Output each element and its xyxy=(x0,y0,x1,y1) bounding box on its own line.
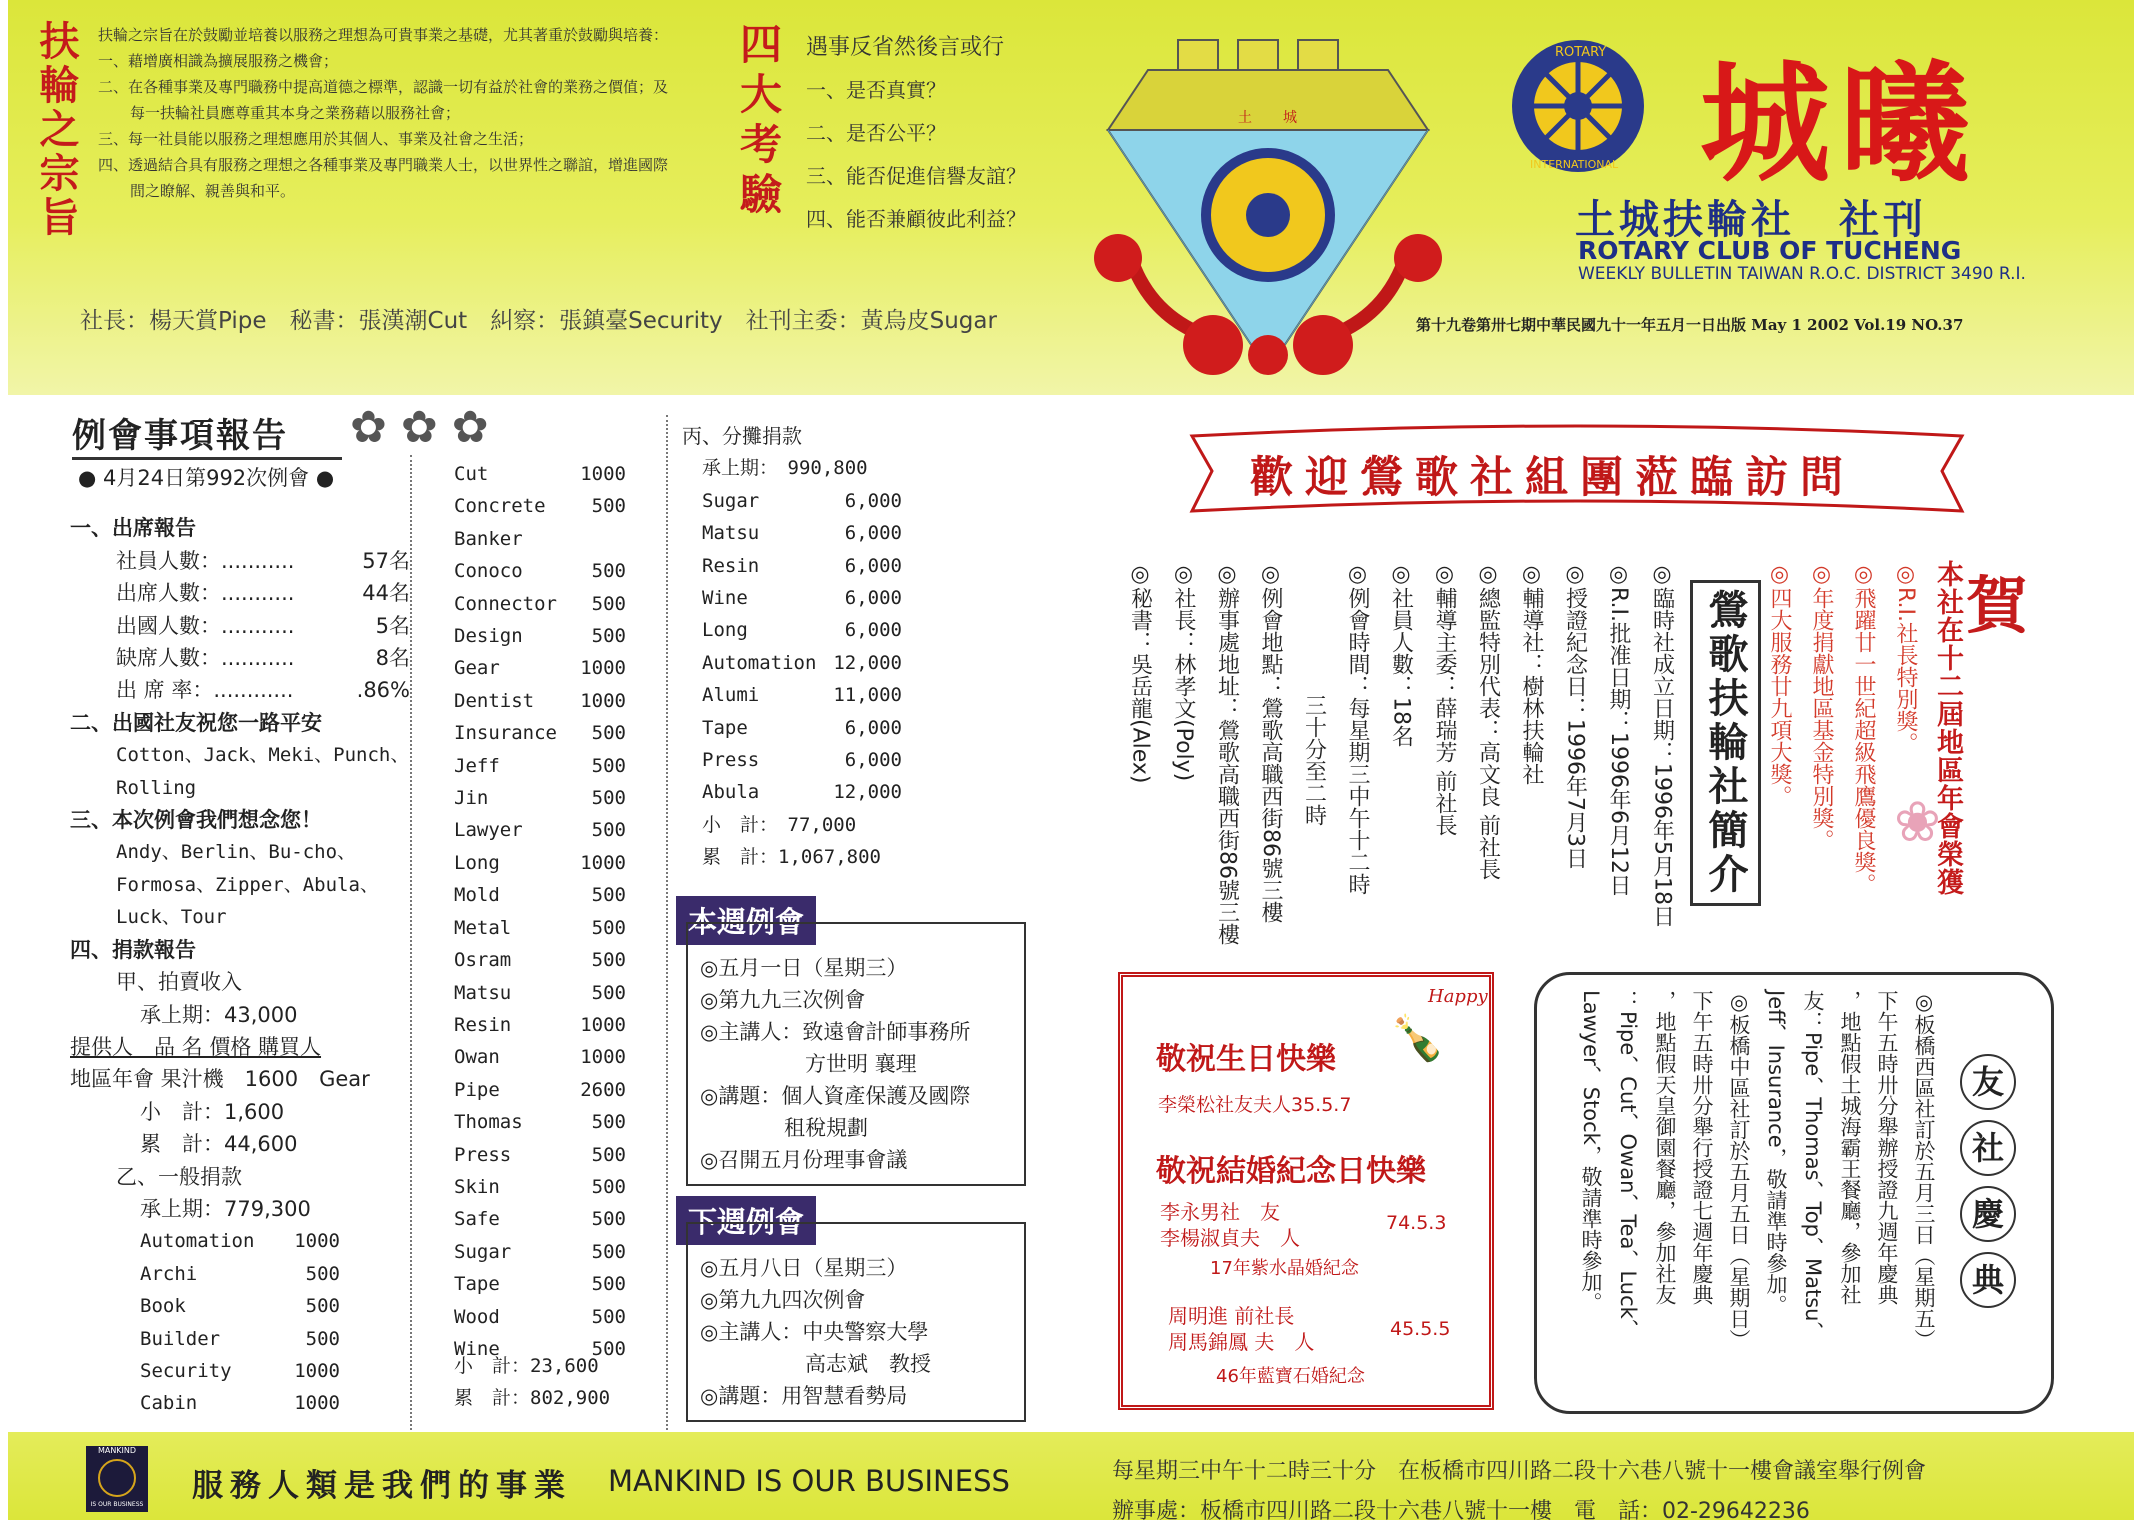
shared-row xyxy=(702,744,902,776)
donor-row xyxy=(454,490,626,555)
donor-value: 500 xyxy=(591,560,626,583)
friend-club-title-char: 社 xyxy=(1960,1120,2016,1176)
meeting-label: ● 4月24日第992次例會 ● xyxy=(78,466,335,490)
donor-name: Builder xyxy=(140,1327,221,1350)
flower-branch-icon: ❀ xyxy=(1894,790,1941,855)
tenet-1: 一、藉增廣相識為擴展服務之機會； xyxy=(98,52,339,70)
wedding-title: 敬祝結婚紀念日快樂 xyxy=(1156,1154,1426,1189)
pyramid-battlement xyxy=(1178,40,1338,70)
donor-name: Thomas xyxy=(454,1111,523,1134)
donor-value: 500 xyxy=(591,884,626,907)
this-week-line: 租稅規劃 xyxy=(700,1116,868,1140)
donor-name: Lawyer xyxy=(454,819,523,842)
donor-name: Concrete Banker xyxy=(454,495,546,550)
shared-name: Tape xyxy=(702,716,748,739)
friend-club-line: Lawyer、Stock，敬請準時參加。 xyxy=(1579,990,1603,1313)
donor-name: Wine xyxy=(454,1337,500,1360)
couple2-date: 45.5.5 xyxy=(1390,1318,1451,1340)
friend-club-line: ：Pipe、Cut、Owan、Tea、Luck、 xyxy=(1616,990,1640,1340)
shared-row xyxy=(702,485,902,517)
issue-line: 第十九卷第卅七期中華民國九十一年五月一日出版 May 1 2002 Vol.19 NO.37 xyxy=(1416,316,1964,334)
donor-value: 1000 xyxy=(580,1046,626,1069)
pyramid-top-prism xyxy=(1108,70,1428,130)
donor-name: Cut xyxy=(454,463,489,485)
donor-row xyxy=(454,1139,626,1171)
donor-value: 500 xyxy=(591,722,626,745)
shared-row xyxy=(702,517,902,549)
donor-value: 1000 xyxy=(294,1230,340,1253)
donor-name: Design xyxy=(454,625,523,648)
friend-club-title-char: 慶 xyxy=(1960,1186,2016,1242)
attendance-row xyxy=(116,577,410,609)
donor-row xyxy=(454,717,626,749)
attendance-name: 社員人數：........... xyxy=(116,548,295,573)
pyramid-ball-4 xyxy=(1293,315,1353,375)
donor-name: Matsu xyxy=(454,981,512,1004)
donor-name: Wood xyxy=(454,1305,500,1328)
auction-subtotal: 小 計：1,600 xyxy=(140,1099,285,1124)
shared-value: 6,000 xyxy=(844,619,902,642)
donor-name: Security xyxy=(140,1359,232,1382)
donor-row xyxy=(454,1268,626,1300)
next-week-line: ◎主講人：中央警察大學 xyxy=(700,1320,929,1344)
attendance-row xyxy=(116,610,410,642)
donor-name: Automation xyxy=(140,1230,255,1253)
donor-row xyxy=(454,912,626,944)
pyramid-ball-5 xyxy=(1248,335,1288,375)
couple1-note: 17年紫水晶婚紀念 xyxy=(1210,1258,1359,1279)
couple2-b: 周馬錦鳳 夫 人 xyxy=(1168,1330,1315,1354)
donor-value: 500 xyxy=(305,1295,340,1318)
donor-row xyxy=(454,652,626,684)
donor-value: 500 xyxy=(591,1175,626,1198)
shared-row xyxy=(702,647,902,679)
donor-row xyxy=(140,1387,340,1419)
award-item: ◎年度捐獻地區基金特別獎。 xyxy=(1809,562,1834,851)
donor-row xyxy=(454,977,626,1009)
tests-intro: 遇事反省然後言或行 xyxy=(806,35,1005,60)
shared-subtotal: 小 計： 77,000 xyxy=(702,813,857,836)
test-2: 二、是否公平？ xyxy=(806,121,946,145)
profile-line: ◎臨時社成立日期：1996年5月18日 xyxy=(1649,562,1675,927)
shared-value: 11,000 xyxy=(833,684,902,707)
profile-line: ◎授證紀念日：1996年7月3日 xyxy=(1562,562,1588,869)
shared-name: Matsu xyxy=(702,522,760,545)
donation-title: 四、捐款報告 xyxy=(70,937,196,962)
donor-name: Book xyxy=(140,1295,186,1318)
general-mid-list xyxy=(454,458,626,1365)
attendance-name: 出 席 率：............ xyxy=(116,678,294,703)
this-week-line: ◎講題：個人資產保護及國際 xyxy=(700,1084,971,1108)
donor-name: Archi xyxy=(140,1262,198,1285)
general-prev: 承上期：779,300 xyxy=(140,1196,311,1221)
shared-name: Automation xyxy=(702,651,817,674)
friend-club-line: ，地點假天皇御園餐廳，參加社友 xyxy=(1653,990,1677,1305)
this-week-line: ◎召開五月份理事會議 xyxy=(700,1148,908,1172)
profile-line: ◎例會時間：每星期三中午十二時 xyxy=(1345,562,1370,895)
shared-value: 6,000 xyxy=(844,587,902,610)
friend-club-title xyxy=(1960,1054,2020,1318)
pyramid-label-right: 城 xyxy=(1283,110,1297,126)
welcome-banner: 歡迎鶯歌社組團蒞臨訪問 xyxy=(1250,453,1855,503)
attendance-name: 出席人數：........... xyxy=(116,581,295,606)
emblem-bottom-text: INTERNATIONAL xyxy=(1530,158,1619,171)
profile-line: ◎社員人數：18名 xyxy=(1388,562,1414,747)
donor-name: Gear xyxy=(454,657,500,680)
donor-row xyxy=(454,588,626,620)
celebration-happy: Happy xyxy=(1428,986,1488,1007)
couple1-date: 74.5.3 xyxy=(1386,1212,1447,1234)
donor-row xyxy=(454,1171,626,1203)
award-list xyxy=(1758,562,1926,942)
test-4: 四、能否兼顧彼此利益？ xyxy=(806,207,1026,231)
donor-value: 1000 xyxy=(580,851,626,874)
report-title: 例會事項報告 xyxy=(72,408,342,460)
column-divider-2 xyxy=(666,415,668,1430)
donor-value: 500 xyxy=(591,1273,626,1296)
shared-block xyxy=(682,420,902,874)
donor-value: 500 xyxy=(591,1111,626,1134)
shared-value: 6,000 xyxy=(844,749,902,772)
tenets-title: 扶輪之宗旨 xyxy=(33,20,80,240)
friend-club-line: ◎板橋西區社訂於五月三日（星期五） xyxy=(1912,990,1936,1350)
donor-row xyxy=(454,1041,626,1073)
donor-row xyxy=(454,1301,626,1333)
slogan-cn: 服務人類是我們的事業 xyxy=(192,1468,572,1504)
shared-name: Long xyxy=(702,619,748,642)
tests-title: 四大考驗 xyxy=(734,22,783,222)
general-title: 乙、一般捐款 xyxy=(116,1164,242,1189)
this-week-title: 本週例會 xyxy=(676,896,816,945)
column-divider-1 xyxy=(410,455,412,1430)
donor-value: 1000 xyxy=(580,657,626,680)
miss-title: 三、本次例會我們想念您！ xyxy=(70,808,322,833)
donor-name: Dentist xyxy=(454,689,535,712)
pyramid-ball-2 xyxy=(1394,234,1442,282)
donor-name: Mold xyxy=(454,884,500,907)
donor-row xyxy=(454,1074,626,1106)
shared-row xyxy=(702,614,902,646)
shared-value: 6,000 xyxy=(844,522,902,545)
award-he: 賀 xyxy=(1966,569,2029,642)
friend-club-line: ◎板橋中區社訂於五月五日（星期日） xyxy=(1727,990,1751,1350)
shared-name: Abula xyxy=(702,781,760,804)
report-col-1 xyxy=(70,462,410,1420)
shared-name: Wine xyxy=(702,587,748,610)
pyramid-logo xyxy=(1088,20,1448,390)
shared-row xyxy=(702,582,902,614)
shared-title: 丙、分攤捐款 xyxy=(682,424,802,448)
donor-row xyxy=(454,685,626,717)
officers-line: 社長：楊天賞Pipe 秘書：張漢潮Cut 糾察：張鎮臺Security 社刊主委：黃烏皮Sugar xyxy=(80,308,997,334)
general-total: 累 計：802,900 xyxy=(454,1387,611,1410)
auction-header: 提供人 品 名 價格 購買人 xyxy=(70,1034,322,1059)
auction-title: 甲、拍賣收入 xyxy=(116,970,242,995)
next-week-title: 下週例會 xyxy=(676,1196,816,1245)
tenet-4: 四、透過結合具有服務之理想之各種事業及專門職業人士，以世界性之聯誼，增進國際間之瞭解、親善與和平。 xyxy=(98,156,669,200)
donor-name: Connector xyxy=(454,592,557,615)
donor-name: Osram xyxy=(454,949,512,972)
this-week-line: ◎五月一日（星期三） xyxy=(700,956,908,980)
shared-row xyxy=(702,776,902,808)
attendance-row xyxy=(116,642,410,674)
profile-line: ◎例會地點：鶯歌高職西街86號三樓 xyxy=(1258,562,1283,923)
friend-club-line: 下午五時卅分舉行授證七週年慶典 xyxy=(1690,990,1714,1305)
friend-club-line: 友：Pipe、Thomas、Top、Matsu、 xyxy=(1801,990,1825,1343)
donor-value: 1000 xyxy=(294,1392,340,1415)
shared-name: Press xyxy=(702,749,760,772)
shared-prev: 承上期： 990,800 xyxy=(702,457,868,480)
test-1: 一、是否真實？ xyxy=(806,78,946,102)
bulletin-line: WEEKLY BULLETIN TAIWAN R.O.C. DISTRICT 3490 R.I. xyxy=(1578,264,2026,284)
attendance-row xyxy=(116,674,410,706)
shared-value: 6,000 xyxy=(844,716,902,739)
abroad-names: Cotton、Jack、Meki、Punch、Rolling xyxy=(116,744,410,799)
donor-name: Conoco xyxy=(454,560,523,583)
donor-name: Owan xyxy=(454,1046,500,1069)
donor-row xyxy=(454,814,626,846)
award-item: ◎飛躍廿一世紀超級飛鷹優良獎。 xyxy=(1851,562,1876,895)
donor-value: 2600 xyxy=(580,1078,626,1101)
shared-value: 12,000 xyxy=(833,781,902,804)
donor-name: Safe xyxy=(454,1208,500,1231)
donor-name: Press xyxy=(454,1143,512,1166)
profile-line: ◎秘書：吳岳龍(Alex) xyxy=(1127,562,1153,784)
footer-logo-bottom: IS OUR BUSINESS xyxy=(90,1501,144,1508)
next-week-line: ◎第九九四次例會 xyxy=(700,1288,866,1312)
next-week-line: ◎講題：用智慧看勢局 xyxy=(700,1384,908,1408)
attendance-value: 44名 xyxy=(362,581,410,606)
friend-club-text xyxy=(1572,990,1942,1390)
attendance-list xyxy=(70,545,410,707)
donor-value: 1000 xyxy=(580,463,626,485)
friend-club-title-char: 友 xyxy=(1960,1054,2016,1110)
champagne-icon: 🍾 xyxy=(1390,1013,1445,1064)
donor-value: 500 xyxy=(591,495,626,518)
donor-row xyxy=(140,1258,340,1290)
attendance-value: .86% xyxy=(356,678,410,703)
donor-name: Insurance xyxy=(454,722,557,745)
shared-value: 6,000 xyxy=(844,554,902,577)
friend-club-line: ，地點假土城海霸王餐廳，參加社 xyxy=(1838,990,1862,1305)
shared-row xyxy=(702,679,902,711)
auction-row: 地區年會 果汁機 1600 Gear xyxy=(70,1067,370,1092)
attendance-value: 5名 xyxy=(375,613,410,638)
donor-row xyxy=(454,1106,626,1138)
friend-club-line: Jeff、Insurance，敬請準時參加。 xyxy=(1764,990,1788,1316)
donor-value: 500 xyxy=(591,1337,626,1360)
couple1-b: 李楊淑貞夫 人 xyxy=(1160,1226,1300,1250)
donor-value: 1000 xyxy=(580,689,626,712)
tenet-3: 三、每一社員能以服務之理想應用於其個人、事業及社會之生活； xyxy=(98,130,534,148)
couple2-a: 周明進 前社長 xyxy=(1168,1304,1295,1328)
attendance-name: 出國人數：........... xyxy=(116,613,295,638)
profile-line: 三十分至二時 xyxy=(1301,562,1327,826)
donor-value: 500 xyxy=(591,625,626,648)
donor-row xyxy=(454,620,626,652)
footer-office-line: 辦事處：板橋市四川路二段十六巷八號十一樓 電 話：02-29642236 xyxy=(1112,1499,1810,1524)
pyramid-label-left: 土 xyxy=(1238,110,1252,126)
pyramid-ball-3 xyxy=(1183,315,1243,375)
profile-line: ◎社長：林孝文(Poly) xyxy=(1171,562,1196,782)
donor-name: Pipe xyxy=(454,1078,500,1101)
donor-row xyxy=(140,1323,340,1355)
profile-line: ◎辦事處地址：鶯歌高職西街86號三樓 xyxy=(1214,562,1240,945)
shared-value: 12,000 xyxy=(833,651,902,674)
attendance-title: 一、出席報告 xyxy=(70,516,196,541)
shared-name: Alumi xyxy=(702,684,760,707)
this-week-line: ◎第九九三次例會 xyxy=(700,988,866,1012)
donor-row xyxy=(454,1236,626,1268)
general-subtotal: 小 計：23,600 xyxy=(454,1355,599,1377)
auction-prev: 承上期：43,000 xyxy=(140,1002,298,1027)
profile-line: ◎輔導社：樹林扶輪社 xyxy=(1519,562,1544,785)
general-left-list xyxy=(70,1225,340,1419)
pyramid-ball-1 xyxy=(1094,234,1142,282)
donor-row xyxy=(454,555,626,587)
birthday-line: 李榮松社友夫人35.5.7 xyxy=(1158,1094,1352,1116)
footer-logo xyxy=(86,1446,148,1512)
tenets-block xyxy=(98,22,678,204)
donor-name: Jin xyxy=(454,787,489,810)
this-week-line: 方世明 襄理 xyxy=(700,1052,917,1076)
donor-name: Resin xyxy=(454,1013,512,1036)
slogan-en: MANKIND IS OUR BUSINESS xyxy=(608,1464,1010,1498)
donor-value: 1000 xyxy=(580,1013,626,1036)
donor-row xyxy=(454,750,626,782)
rotary-emblem xyxy=(1508,36,1648,176)
donor-value: 500 xyxy=(591,1143,626,1166)
donor-name: Cabin xyxy=(140,1392,198,1415)
donor-value: 500 xyxy=(305,1327,340,1350)
donor-row xyxy=(454,1203,626,1235)
couple1-a: 李永男社 友 xyxy=(1160,1200,1280,1224)
club-cn: 土城扶輪社 社刊 xyxy=(1575,197,1927,243)
award-title: 本社在十二屆地區年會榮獲 xyxy=(1932,560,1963,896)
award-item: ◎四大服務廿九項大獎。 xyxy=(1767,562,1792,807)
masthead-title: 城曦 xyxy=(1700,47,1981,200)
globe-icon xyxy=(98,1459,136,1497)
friend-club-title-char: 典 xyxy=(1960,1252,2016,1308)
donor-value: 500 xyxy=(591,949,626,972)
next-week-line: ◎五月八日（星期三） xyxy=(700,1256,908,1280)
donor-row xyxy=(454,847,626,879)
donor-name: Metal xyxy=(454,916,512,939)
donor-name: Tape xyxy=(454,1273,500,1296)
shared-row xyxy=(702,712,902,744)
donor-value: 500 xyxy=(591,916,626,939)
donor-value: 500 xyxy=(591,754,626,777)
donor-row xyxy=(454,944,626,976)
shared-value: 6,000 xyxy=(844,489,902,512)
donor-name: Long xyxy=(454,851,500,874)
abroad-title: 二、出國社友祝您一路平安 xyxy=(70,710,322,735)
club-en: ROTARY CLUB OF TUCHENG xyxy=(1578,236,1962,265)
general-totals xyxy=(454,1350,610,1415)
donor-value: 500 xyxy=(591,819,626,842)
donor-value: 500 xyxy=(591,592,626,615)
auction-total: 累 計：44,600 xyxy=(140,1132,298,1157)
profile-line: ◎總監特別代表：高文良 前社長 xyxy=(1475,562,1501,880)
shared-row xyxy=(702,550,902,582)
award-item: ◎R.I.社長特別獎。 xyxy=(1893,562,1918,754)
donor-value: 500 xyxy=(591,1305,626,1328)
donor-row xyxy=(140,1290,340,1322)
next-week-box xyxy=(686,1222,1026,1422)
tenets-intro: 扶輪之宗旨在於鼓勵並培養以服務之理想為可貴事業之基礎，尤其著重於鼓勵與培養： xyxy=(98,26,669,44)
attendance-name: 缺席人數：........... xyxy=(116,646,295,671)
footer-meeting-line: 每星期三中午十二時三十分 在板橋市四川路二段十六巷八號十一樓會議室舉行例會 xyxy=(1112,1459,1927,1484)
couple2-note: 46年藍寶石婚紀念 xyxy=(1216,1366,1365,1387)
this-week-line: ◎主講人：致遠會計師事務所 xyxy=(700,1020,971,1044)
donor-value: 500 xyxy=(591,981,626,1004)
shared-list xyxy=(682,485,902,809)
donor-value: 500 xyxy=(591,1240,626,1263)
donor-value: 1000 xyxy=(294,1359,340,1382)
this-week-box xyxy=(686,922,1026,1186)
donor-value: 500 xyxy=(591,1208,626,1231)
attendance-value: 8名 xyxy=(375,646,410,671)
donor-row xyxy=(140,1225,340,1257)
shared-name: Sugar xyxy=(702,489,760,512)
flower-decorations: ✿ ✿ ✿ xyxy=(350,402,489,453)
donor-row xyxy=(140,1355,340,1387)
tests-block xyxy=(806,26,1066,241)
shared-total: 累 計：1,067,800 xyxy=(702,846,881,869)
donor-row xyxy=(454,879,626,911)
shared-name: Resin xyxy=(702,554,760,577)
miss-names: Andy、Berlin、Bu-cho、Formosa、Zipper、Abula、Luck、Tour xyxy=(116,841,379,929)
donor-row xyxy=(454,458,626,490)
profile-line: ◎R.I.批准日期：1996年6月12日 xyxy=(1606,562,1631,896)
profile-list xyxy=(1118,562,1684,962)
donor-row xyxy=(454,782,626,814)
donor-name: Jeff xyxy=(454,754,500,777)
donor-value: 500 xyxy=(591,787,626,810)
footer-logo-top: MANKIND xyxy=(97,1446,137,1455)
profile-line: ◎輔導主委：薛瑞芳 前社長 xyxy=(1432,562,1457,836)
attendance-value: 57名 xyxy=(362,548,410,573)
donor-row xyxy=(454,1009,626,1041)
donor-name: Skin xyxy=(454,1175,500,1198)
friend-club-line: 下午五時卅分舉辦授證九週年慶典 xyxy=(1875,990,1899,1305)
emblem-top-text: ROTARY xyxy=(1555,45,1607,60)
next-week-line: 高志斌 教授 xyxy=(700,1352,931,1376)
profile-title: 鶯歌扶輪社簡介 xyxy=(1690,580,1761,906)
donor-value: 500 xyxy=(305,1262,340,1285)
attendance-row xyxy=(116,545,410,577)
tenet-2: 二、在各種事業及專門職務中提高道德之標準，認識一切有益於社會的業務之價值；及每一扶輪社員應尊重其本身之業務藉以服務社會； xyxy=(98,78,669,122)
test-3: 三、能否促進信譽友誼？ xyxy=(806,164,1026,188)
donor-name: Sugar xyxy=(454,1240,512,1263)
birthday-title: 敬祝生日快樂 xyxy=(1156,1042,1336,1077)
